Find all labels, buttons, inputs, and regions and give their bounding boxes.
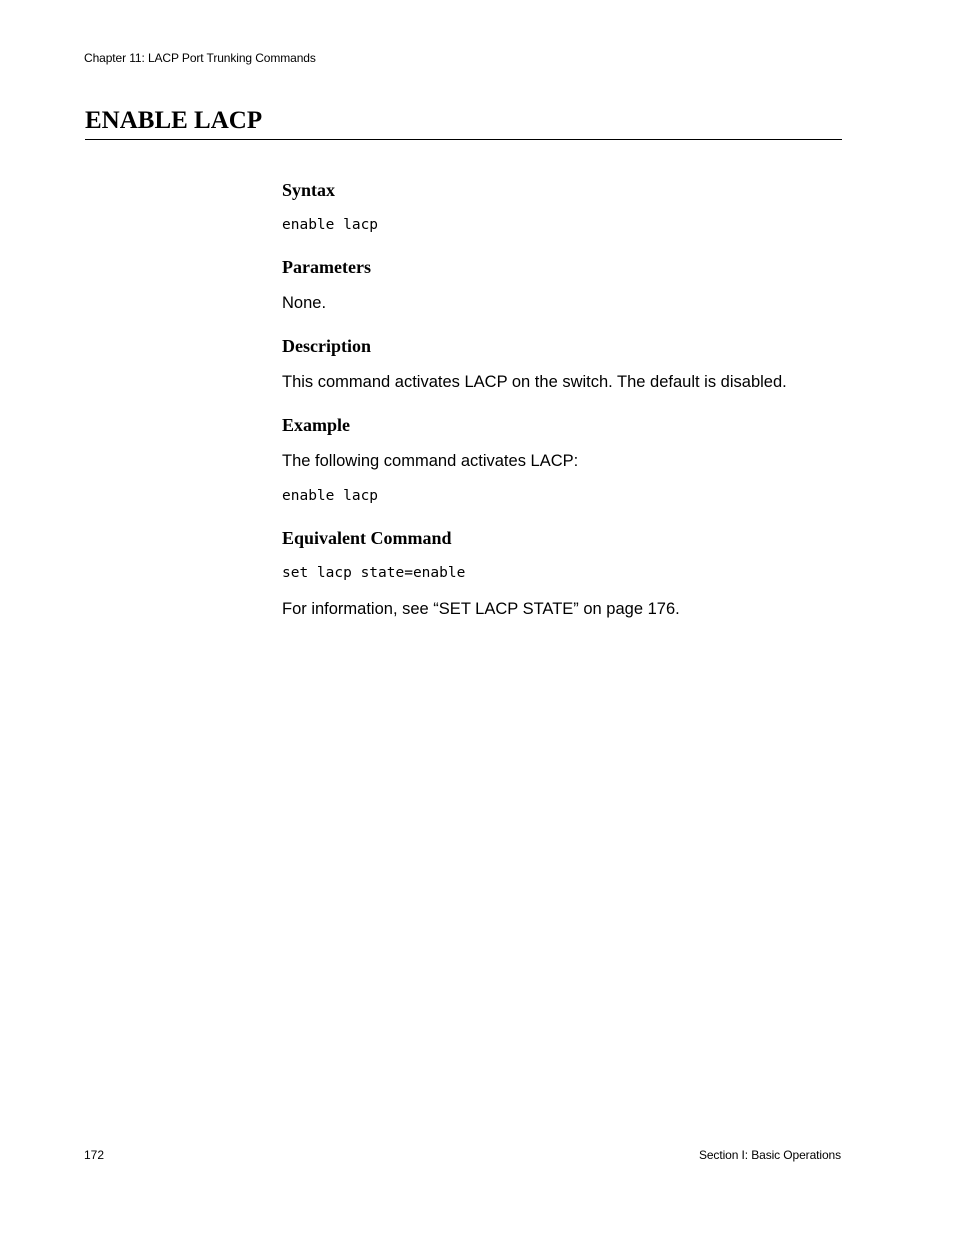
example-text: The following command activates LACP: bbox=[282, 452, 579, 470]
parameters-heading: Parameters bbox=[282, 257, 371, 277]
description-heading: Description bbox=[282, 336, 371, 356]
parameters-text: None. bbox=[282, 294, 327, 312]
example-code: enable lacp bbox=[282, 488, 379, 504]
syntax-heading: Syntax bbox=[282, 180, 336, 200]
page-number: 172 bbox=[84, 1148, 105, 1162]
example-heading: Example bbox=[282, 415, 351, 435]
syntax-code: enable lacp bbox=[282, 217, 379, 233]
running-footer-section: Section I: Basic Operations bbox=[698, 1148, 841, 1162]
description-text: This command activates LACP on the switch. The default is disabled. bbox=[282, 373, 787, 391]
title-block bbox=[85, 106, 842, 140]
main-content bbox=[282, 180, 842, 619]
equivalent-command-heading: Equivalent Command bbox=[282, 528, 452, 548]
page-title: ENABLE LACP bbox=[85, 107, 263, 134]
equivalent-command-code: set lacp state=enable bbox=[282, 565, 466, 581]
running-header: Chapter 11: LACP Port Trunking Commands bbox=[84, 51, 316, 65]
cross-reference-text: For information, see “SET LACP STATE” on page 176. bbox=[282, 600, 680, 618]
